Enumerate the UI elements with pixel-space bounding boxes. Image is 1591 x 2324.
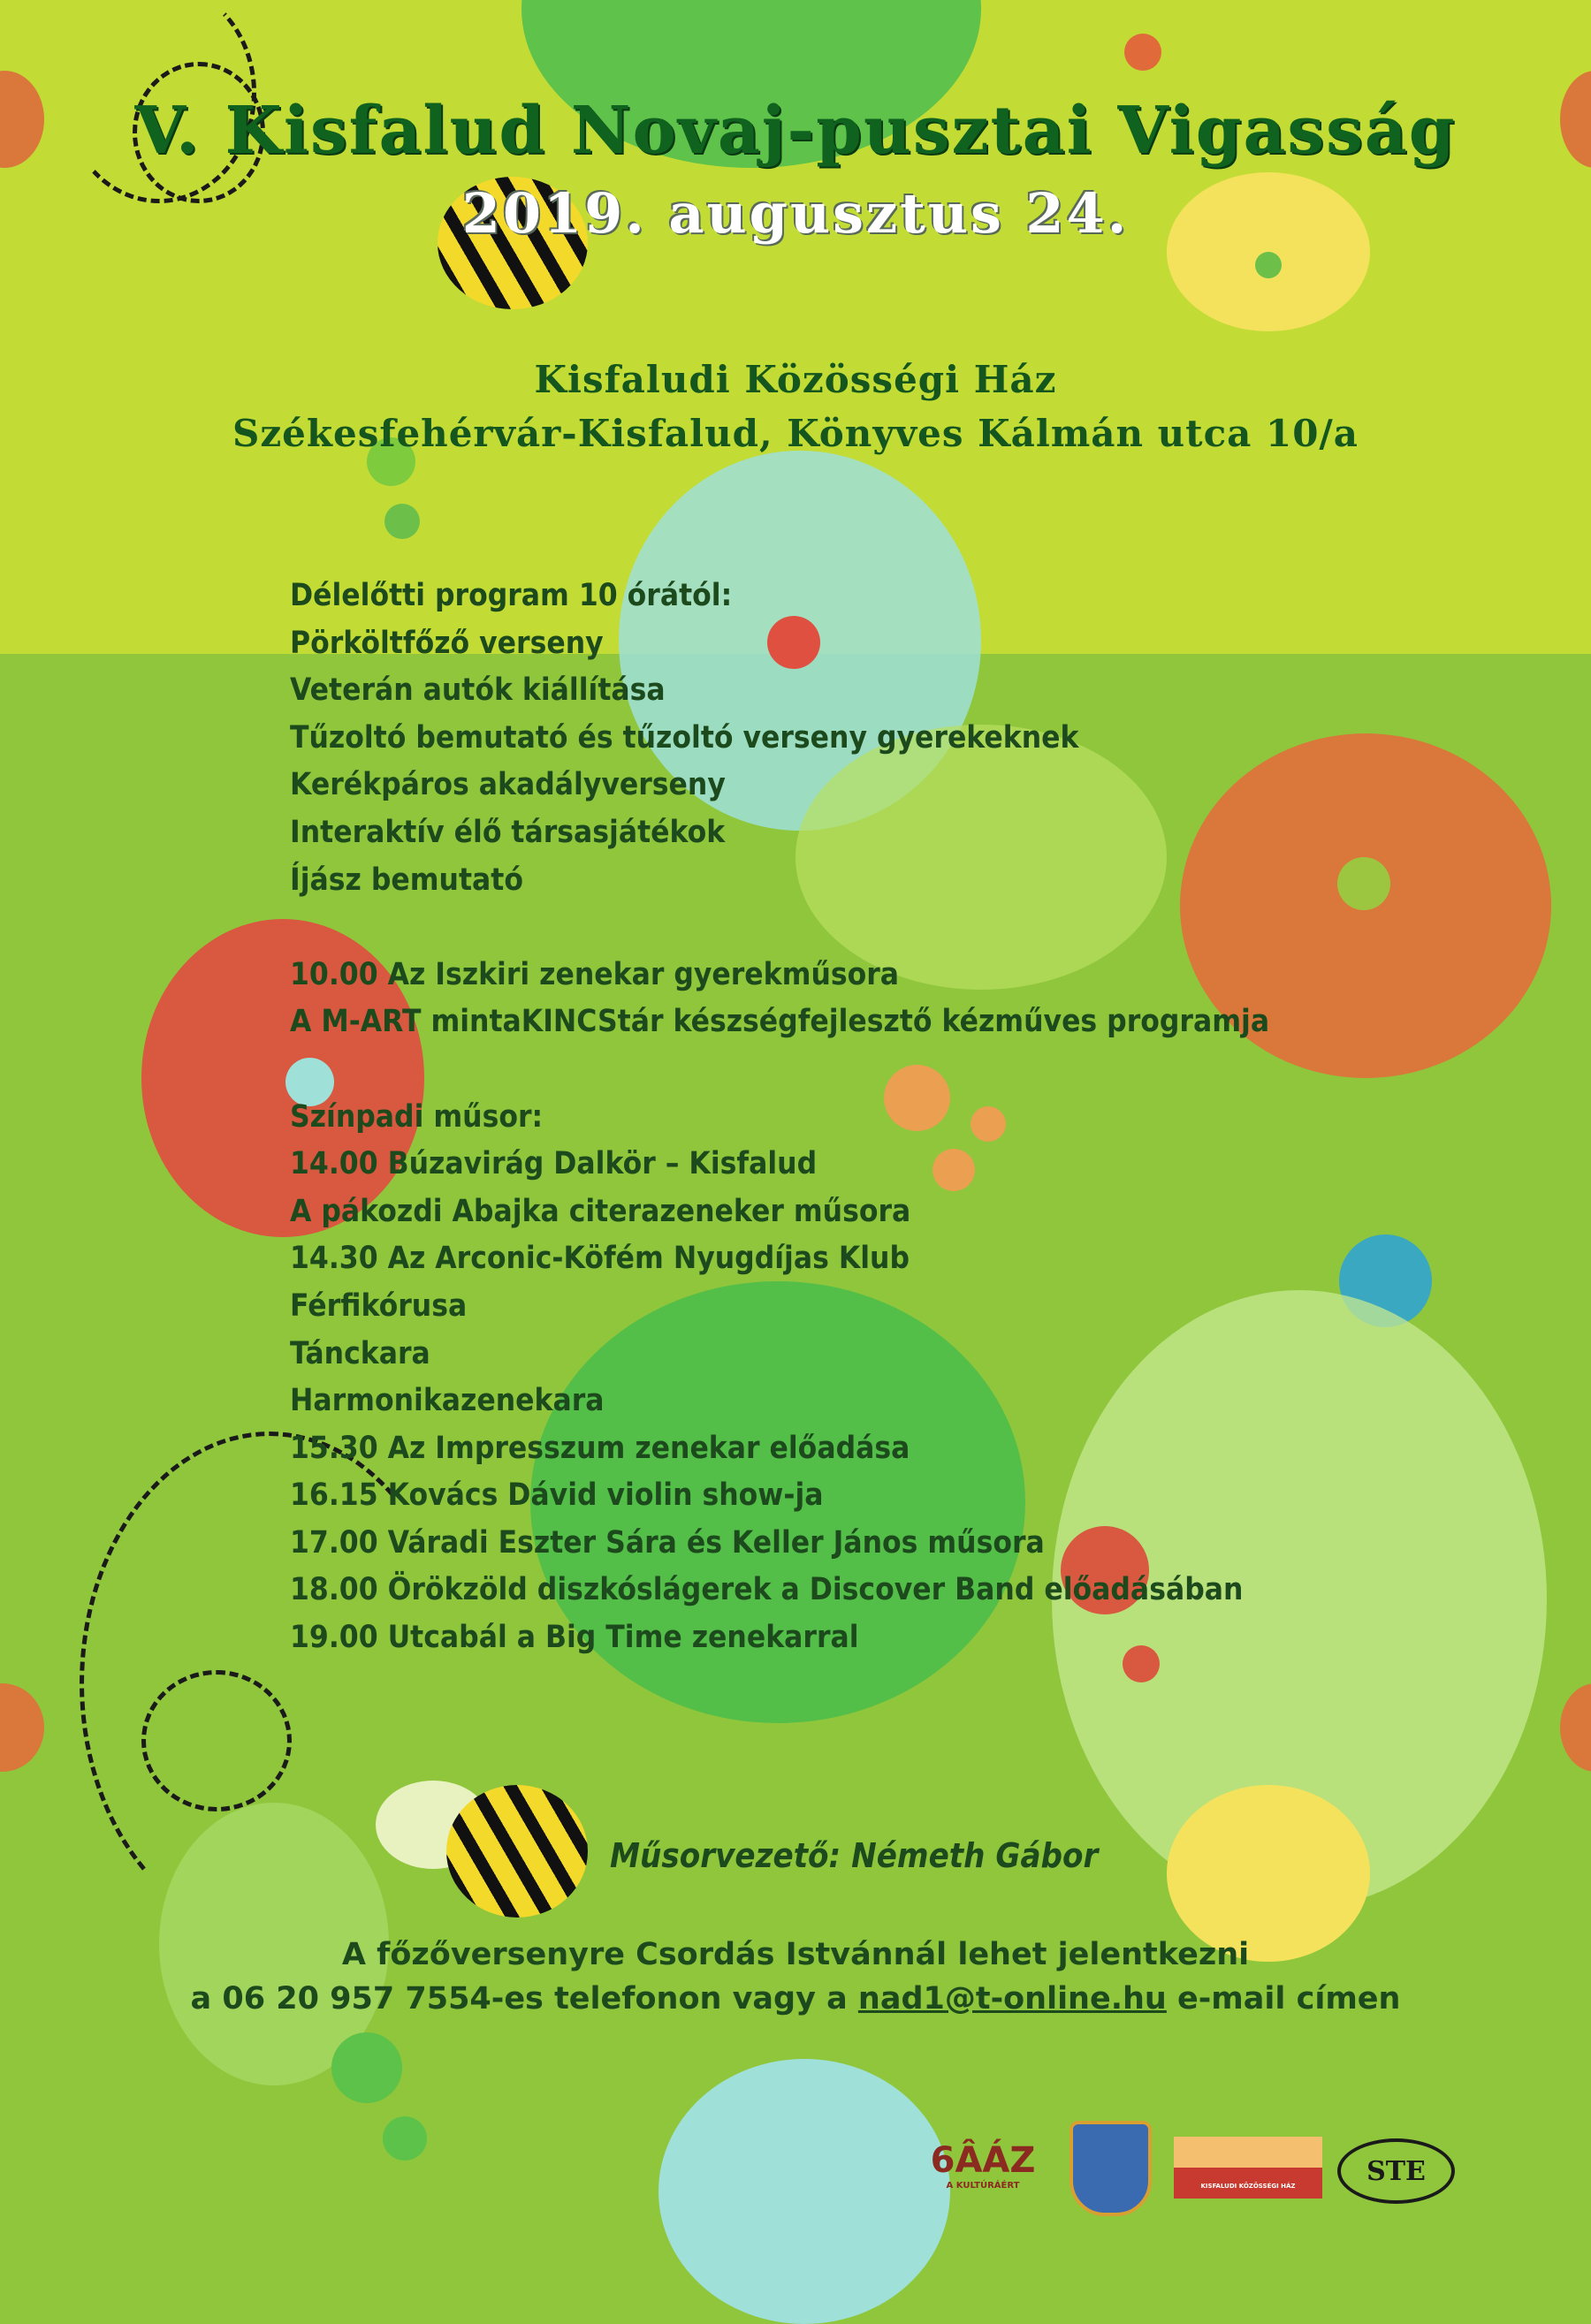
- haz-logo-subtitle: A KULTÚRÁÉRT: [946, 2180, 1020, 2191]
- decorative-dot: [1124, 34, 1161, 71]
- email-link[interactable]: nad1@t-online.hu: [857, 1981, 1167, 2016]
- program-item: Íjász bemutató: [290, 862, 524, 898]
- bee-flight-path: [141, 1670, 292, 1811]
- program-list: [290, 573, 1269, 1662]
- program-item: 16.15 Kovács Dávid violin show-ja: [290, 1477, 824, 1514]
- program-item: Délelőtti program 10 órától:: [290, 578, 733, 613]
- haz-logo: [930, 2125, 1036, 2205]
- program-item: Színpadi műsor:: [290, 1098, 544, 1135]
- ste-logo: [1337, 2138, 1455, 2204]
- program-item: 10.00 Az Iszkiri zenekar gyerekműsora: [290, 956, 900, 992]
- decorative-yellow-flower: [1167, 1785, 1370, 1962]
- venue-address: Székesfehérvár-Kisfalud, Könyves Kálmán utca 10/a: [232, 412, 1359, 455]
- decorative-green-dot: [1337, 857, 1390, 910]
- program-spacer: [290, 904, 1269, 952]
- ste-logo-text: STE: [1366, 2155, 1426, 2187]
- event-title: V. Kisfalud Novaj-pusztai Vigasság: [134, 93, 1457, 169]
- program-item: Férfikórusa: [290, 1287, 468, 1324]
- program-item: Tűzoltó bemutató és tűzoltó verseny gyerekeknek: [290, 719, 1079, 756]
- decorative-lightblue-flower: [658, 2059, 950, 2324]
- community-house-logo-text: KISFALUDI KÖZÖSSÉGI HÁZ: [1200, 2183, 1296, 2190]
- decorative-dot: [384, 504, 420, 539]
- host-line: Műsorvezető: Németh Gábor: [610, 1836, 1099, 1875]
- program-item: Tánckara: [290, 1335, 430, 1371]
- program-item: Harmonikazenekara: [290, 1383, 605, 1419]
- registration-line-2: [0, 1981, 1591, 2016]
- program-item: 19.00 Utcabál a Big Time zenekarral: [290, 1620, 859, 1656]
- decorative-orange-circle: [1560, 1683, 1591, 1772]
- decorative-dot: [1255, 252, 1282, 278]
- program-item: Pörköltfőző verseny: [290, 625, 604, 661]
- program-item: 14.00 Búzavirág Dalkör – Kisfalud: [290, 1146, 818, 1182]
- registration-line-1: A főzőversenyre Csordás Istvánnál lehet jelentkezni: [341, 1937, 1250, 1972]
- program-item: 14.30 Az Arconic-Köfém Nyugdíjas Klub: [290, 1241, 910, 1277]
- decorative-green-dot: [383, 2116, 427, 2161]
- program-item: A pákozdi Abajka citerazeneker műsora: [290, 1193, 911, 1229]
- program-item: Veterán autók kiállítása: [290, 672, 666, 709]
- decorative-orange-circle: [0, 1683, 44, 1772]
- event-date: 2019. augusztus 24.: [461, 181, 1130, 246]
- decorative-green-dot: [331, 2032, 402, 2103]
- program-item: Interaktív élő társasjátékok: [290, 814, 726, 850]
- program-item: Kerékpáros akadályverseny: [290, 767, 726, 803]
- program-item: 18.00 Örökzöld diszkóslágerek a Discover Band előadásában: [290, 1572, 1244, 1608]
- program-item: A M-ART mintaKINCStár készségfejlesztő kézműves programja: [290, 1004, 1270, 1040]
- haz-logo-text: 6ÂÁZ: [930, 2139, 1036, 2181]
- program-item: 15.30 Az Impresszum zenekar előadása: [290, 1430, 910, 1466]
- venue-name: Kisfaludi Közösségi Ház: [534, 358, 1057, 401]
- registration-suffix: e-mail címen: [1177, 1981, 1401, 2016]
- program-item: 17.00 Váradi Eszter Sára és Keller János műsora: [290, 1524, 1045, 1561]
- registration-phone-text: a 06 20 957 7554-es telefonon vagy a: [190, 1981, 848, 2016]
- program-spacer: [290, 1046, 1269, 1094]
- coat-of-arms-logo: [1070, 2121, 1152, 2216]
- bee-icon: [446, 1785, 588, 1918]
- community-house-logo: [1174, 2137, 1322, 2199]
